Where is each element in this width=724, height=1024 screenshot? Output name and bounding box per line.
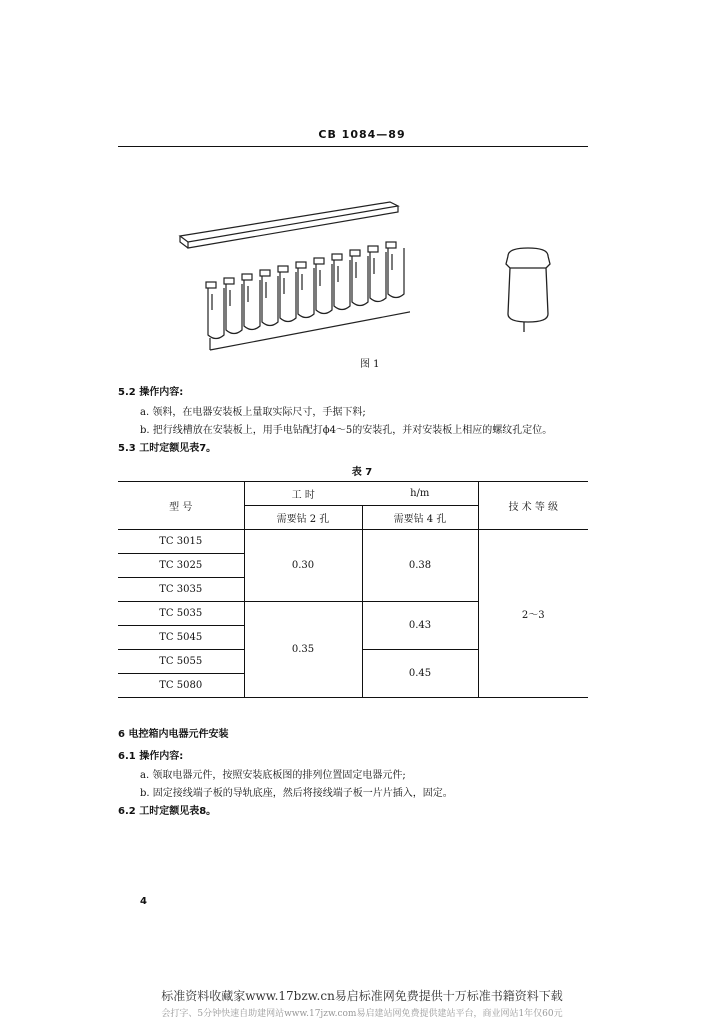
table-7 (118, 481, 588, 698)
table-header-model: 型 号 (118, 482, 244, 530)
table-cell-2hole: 0.30 (244, 530, 362, 602)
table-row-model: TC 3035 (118, 578, 244, 602)
table-row-model: TC 3015 (118, 530, 244, 554)
table-header-level: 技 术 等 级 (478, 482, 588, 530)
duct-profile-figure (498, 242, 558, 337)
table-7-title: 表 7 (351, 467, 373, 478)
section-6-1-item-a: a. 领取电器元件，按照安装底板图的排列位置固定电器元件; (140, 770, 406, 781)
page-number: 4 (140, 896, 147, 907)
table-row-model: TC 5055 (118, 650, 244, 674)
section-6-heading: 6 电控箱内电器元件安装 (118, 729, 229, 740)
table-cell-4hole: 0.38 (362, 530, 478, 602)
watermark-line-2: 会打字、5分钟快速自助建网站www.17jzw.com易启建站网免费提供建站平台，商业网站1年仅60元 (161, 1009, 563, 1019)
table-cell-4hole: 0.45 (362, 650, 478, 698)
section-6-2-heading: 6.2 工时定额见表8。 (118, 806, 217, 817)
table-cell-4hole: 0.43 (362, 602, 478, 650)
table-header-2hole: 需要钻 2 孔 (244, 506, 362, 530)
section-6-1-item-b: b. 固定接线端子板的导轨底座，然后将接线端子板一片片插入，固定。 (140, 788, 453, 799)
section-5-2-heading: 5.2 操作内容: (118, 387, 184, 398)
header-divider (118, 146, 588, 147)
table-cell-2hole: 0.35 (244, 602, 362, 698)
section-6-1-heading: 6.1 操作内容: (118, 751, 184, 762)
document-code-header: CB 1084—89 (318, 128, 406, 141)
table-header-hours: 工 时 (244, 482, 362, 506)
section-5-2-item-a: a. 领料，在电器安装板上量取实际尺寸，手据下料; (140, 407, 366, 418)
table-cell-level: 2～3 (478, 530, 588, 698)
section-5-3-heading: 5.3 工时定额见表7。 (118, 443, 217, 454)
watermark-line-1: 标准资料收藏家www.17bzw.cn易启标准网免费提供十万标准书籍资料下载 (161, 989, 563, 1003)
table-row-model: TC 5035 (118, 602, 244, 626)
table-header-unit: h/m (362, 482, 478, 506)
section-5-2-item-b: b. 把行线槽放在安装板上，用手电钻配打ϕ4～5的安装孔，并对安装板上相应的螺纹孔定位。 (140, 425, 553, 436)
table-row-model: TC 5045 (118, 626, 244, 650)
wiring-duct-figure (170, 190, 410, 360)
figure-caption: 图 1 (360, 359, 380, 370)
table-row-model: TC 3025 (118, 554, 244, 578)
table-header-4hole: 需要钻 4 孔 (362, 506, 478, 530)
table-row-model: TC 5080 (118, 674, 244, 698)
